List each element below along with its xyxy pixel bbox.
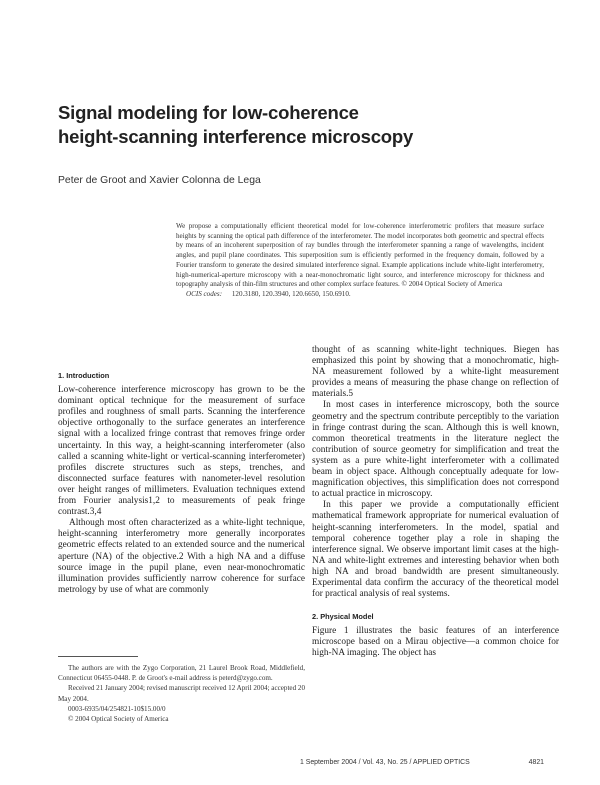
abstract-text: We propose a computationally efficient theoretical model for low-coherence interferometric profilers that measure surface heights by scanning the optical path difference of the interferometer. The model incorporates both geometric and spectral effects by means of an incoherent superposition of ray bundles through the interferometer spanning a range of wavelengths, incident angles, and pupil plane coordinates. This superposition sum is efficiently performed in the frequency domain, followed by a Fourier transform to generate the desired simulated interference signal. Example applications include white-light interferometry, high-numerical-aperture microscopy with a near-monochromatic light source, and interference microscopy for thickness and topography analysis of thin-film structures and other complex surface features. © 2004 Optical Society of America	[176, 222, 544, 289]
paper-title	[58, 101, 538, 149]
title-line-1: Signal modeling for low-coherence	[58, 102, 359, 123]
page-number: 4821	[528, 759, 544, 766]
section-2-heading: 2. Physical Model	[312, 612, 374, 622]
section-1-heading: 1. Introduction	[58, 371, 110, 380]
footnote-affiliation: The authors are with the Zygo Corporation, 21 Laurel Brook Road, Middlefield, Connecticut 06455-0448. P. de Groot's e-mail address is peterd@zygo.com.	[58, 664, 305, 683]
footnote-received: Received 21 January 2004; revised manuscript received 12 April 2004; accepted 20 May 2004.	[58, 684, 305, 703]
ocis-values: 120.3180, 120.3940, 120.6650, 150.6910.	[231, 289, 351, 298]
footnote-rule	[58, 656, 138, 657]
intro-paragraph-5: In this paper we provide a computationally efficient mathematical framework appropriate for numerical evaluation of height-scanning interferometers. In the model, spatial and temporal coherence together play a role in shaping the interference signal. We observe important limit cases at the high-NA and white-light extremes and interesting behavior when both high NA and broad bandwidth are present simultaneously. Experimental data confirm the accuracy of the theoretical model for practical analysis of real systems.	[312, 500, 559, 600]
section-spacer	[312, 600, 559, 611]
title-line-2: height-scanning interference microscopy	[58, 126, 414, 147]
ocis-label: OCIS codes:	[186, 289, 223, 298]
model-paragraph-1: Figure 1 illustrates the basic features of an interference microscope based on a Mirau objective—a common choice for high-NA imaging. The object has	[312, 626, 559, 659]
intro-paragraph-2: Although most often characterized as a white-light technique, height-scanning interferometry more generally incorporates geometric effects related to an extended source and the numerical aperture (NA) of the objective.2 With a high NA and a diffuse source image in the pupil plane, even near-monochromatic illumination provides sufficiently narrow coherence for surface metrology by use of what are commonly	[58, 518, 305, 595]
footnotes	[58, 656, 305, 724]
intro-paragraph-1: Low-coherence interference microscopy has grown to be the dominant optical technique for the measurement of surface profiles and roughness of small parts. Scanning the interference objective orthogonally to the surface generates an interference signal with a localized fringe contrast that removes fringe order uncertainty. In this way, a height-scanning interferometer (also called a scanning white-light or vertical-scanning interferometer) profiles discrete structures such as steps, trenches, and disconnected surface features with nanometer-level resolution over height ranges of millimeters. Evaluation techniques extend from Fourier analysis1,2 to measurements of peak fringe contrast.3,4	[58, 385, 305, 518]
intro-paragraph-4: In most cases in interference microscopy, both the source geometry and the spectrum contribute perceptibly to the variation in fringe contrast during the scan. Although this is well known, common theoretical treatments in the literature neglect the contribution of source geometry for simplification and treat the system as a pure white-light interferometer with a collimated beam in object space. Although conceptually adequate for low-magnification objectives, this simplification does not correspond to actual practice in microscopy.	[312, 400, 559, 500]
ocis-codes	[176, 290, 544, 300]
authors: Peter de Groot and Xavier Colonna de Lega	[58, 175, 261, 186]
intro-paragraph-3: thought of as scanning white-light techniques. Biegen has emphasized this point by showing that a monochromatic, high-NA measurement followed by a white-light measurement provides a means of measuring the phase change on reflection of materials.5	[312, 345, 559, 400]
footnote-copyright: © 2004 Optical Society of America	[68, 715, 169, 724]
right-column	[312, 345, 559, 660]
page-footer	[300, 759, 544, 766]
footnote-code: 0003-6935/04/254821-10$15.00/0	[68, 704, 166, 713]
abstract	[176, 222, 544, 300]
journal-info: 1 September 2004 / Vol. 43, No. 25 / APPLIED OPTICS	[300, 759, 470, 766]
left-column	[58, 370, 305, 596]
